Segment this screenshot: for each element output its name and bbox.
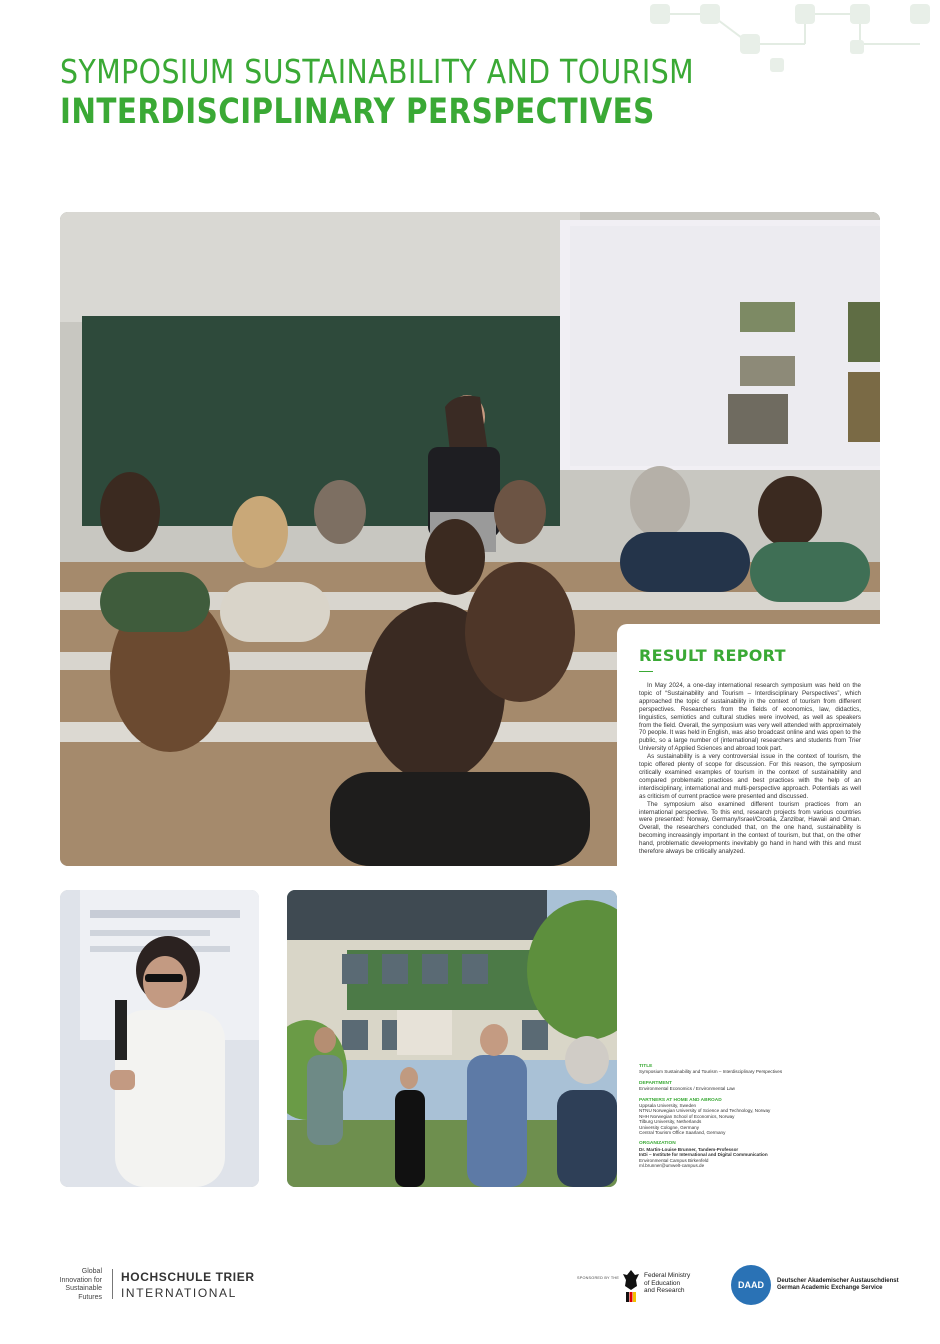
report-heading: RESULT REPORT [639, 646, 786, 665]
info-org-institute: InDi – Institute for International and Digital Communication [639, 1152, 768, 1158]
federal-eagle-icon [622, 1268, 640, 1302]
daad-text [777, 1278, 899, 1293]
speaker-photo [60, 890, 259, 1187]
report-paragraph: As sustainability is a very controversial issue in the context of tourism, the topic offered plenty of scope for discussion. For this reason, the symposium critically examined examples of tourism in the context of sustainability and compared problematic practices and best practices with the help of an interdisciplinary, international and multi-perspective approach. Potentials as well as criticism of current practice were presented and discussed. [639, 753, 861, 800]
info-title-label: TITLE [639, 1064, 653, 1069]
info-department-value: Environmental Economics / Environmental Law [639, 1086, 736, 1092]
info-partner: University Cologne, Germany [639, 1124, 699, 1130]
info-title-value: Symposium Sustainability and Tourism – Interdisciplinary Perspectives [639, 1069, 783, 1075]
bmbf-line: and Research [644, 1287, 685, 1295]
title-line-2: INTERDISCIPLINARY PERSPECTIVES [60, 92, 655, 132]
info-org-person: Dr. Martin-Louise Brunner, Tandem-Professor [639, 1146, 739, 1152]
footer-divider [112, 1269, 113, 1299]
sponsored-label: SPONSORED BY THE [577, 1276, 620, 1280]
info-org-campus: Environmental Campus Birkenfeld [639, 1157, 709, 1163]
info-block [639, 1064, 829, 1169]
report-body [639, 682, 861, 856]
tagline-line: Global [81, 1268, 102, 1275]
bmbf-logo-text [644, 1272, 690, 1295]
title-line-1: SYMPOSIUM SUSTAINABILITY AND TOURISM [60, 52, 695, 91]
outdoor-group-photo [287, 890, 617, 1187]
info-partner: NHH Norwegian School of Economics, Norway [639, 1113, 735, 1119]
tagline-line: Innovation for [59, 1276, 102, 1284]
info-department-label: DEPARTMENT [639, 1080, 672, 1086]
report-paragraph: The symposium also examined different tourism practices from an international perspective. To this end, research projects from various countries were presented: Norway, Germany/Israel/Croatia, Zanzibar, Hawaii and Oman. Overall, the researchers concluded that, on the one hand, sustainability is becoming increasingly important in the context of tourism, but that, on the other hand, problematic developments inevitably go hand in hand with this and must therefore always be critically analyzed. [639, 800, 861, 856]
info-partner: Tilburg University, Netherlands [639, 1119, 702, 1125]
report-heading-rule [639, 671, 653, 672]
info-partner: Uppsala University, Sweden [639, 1103, 697, 1109]
report-paragraph: In May 2024, a one-day international research symposium was held on the topic of “Sustainability and Tourism – Interdisciplinary Perspectives”, which approached the topic of sustainability in the context of tourism from different perspectives. Researchers from the fields of economics, law, didactics, linguistics, semiotics and cultural studies were involved, as well as speakers from the field. Overall, the symposium was very well attended with approximately 70 people. It was held in English, was also broadcast online and was open to the public, so a large number of (international) researchers and students from Trier University of Applied Sciences and abroad took part. [639, 682, 861, 753]
bmbf-line: of Education [644, 1279, 681, 1287]
tagline [50, 1268, 102, 1302]
tagline-line: Sustainable [65, 1285, 102, 1292]
info-partners-label: PARTNERS AT HOME AND ABROAD [639, 1097, 722, 1103]
info-organization-label: ORGANIZATION [639, 1141, 676, 1147]
info-partner: NTNU Norwegian University of Science and Technology, Norway [639, 1108, 771, 1114]
tagline-line: Futures [78, 1293, 102, 1301]
daad-logo: DAAD [731, 1265, 771, 1305]
daad-name-en: German Academic Exchange Service [777, 1285, 883, 1292]
university-subtitle: INTERNATIONAL [121, 1286, 237, 1300]
bmbf-line: Federal Ministry [644, 1272, 691, 1279]
university-name: HOCHSCHULE TRIER [121, 1270, 255, 1284]
daad-name-de: Deutscher Akademischer Austauschdienst [777, 1278, 899, 1284]
info-org-email: ml.brunner@umwelt-campus.de [639, 1163, 705, 1169]
info-partner: Central Tourism Office Saarland, Germany [639, 1130, 726, 1136]
